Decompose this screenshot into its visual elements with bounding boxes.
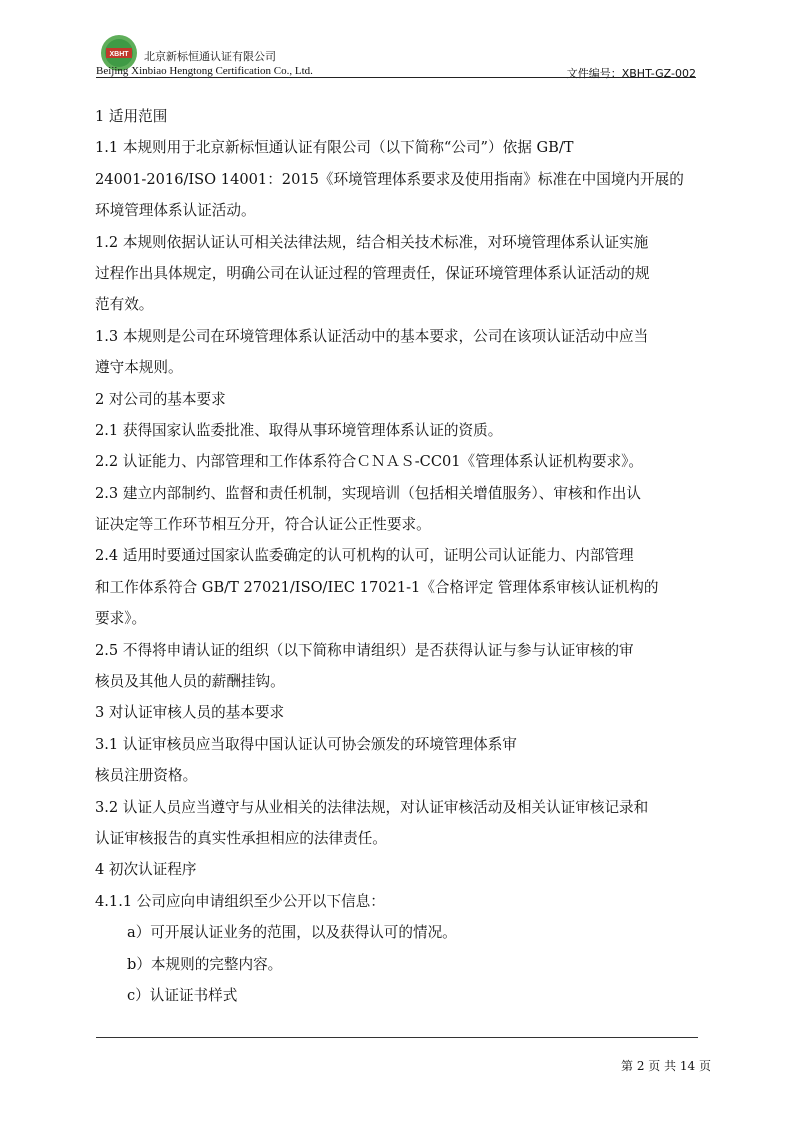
body-line: 核员及其他人员的薪酬挂钩。 xyxy=(95,673,285,691)
body-line: 2.4 适用时要通过国家认监委确定的认可机构的认可，证明公司认证能力、内部管理 xyxy=(95,547,634,565)
body-line: b）本规则的完整内容。 xyxy=(127,955,283,973)
page-number: 第 2 页 共 14 页 xyxy=(621,1059,711,1073)
body-line: 3 对认证审核人员的基本要求 xyxy=(95,704,285,722)
body-line: 遵守本规则。 xyxy=(95,359,183,377)
body-line: 1.3 本规则是公司在环境管理体系认证活动中的基本要求，公司在该项认证活动中应当 xyxy=(95,327,649,345)
body-line: 和工作体系符合 GB/T 27021/ISO/IEC 17021-1《合格评定 管理体系审核认证机构的 xyxy=(95,578,659,596)
body-line: 4.1.1 公司应向申请组织至少公开以下信息： xyxy=(95,892,385,910)
body-line: 1.1 本规则用于北京新标恒通认证有限公司（以下简称“公司”）依据 GB/T xyxy=(95,139,574,157)
document-number: 文件编号：XBHT-GZ-002 xyxy=(566,67,696,80)
body-line: 3.2 认证人员应当遵守与从业相关的法律法规，对认证审核活动及相关认证审核记录和 xyxy=(95,798,649,816)
company-name-cn: 北京新标恒通认证有限公司 xyxy=(144,50,276,63)
body-line: 3.1 认证审核员应当取得中国认证认可协会颁发的环境管理体系审 xyxy=(95,735,517,753)
body-line: 1 适用范围 xyxy=(95,108,168,125)
page-header xyxy=(96,34,696,78)
body-line: 4 初次认证程序 xyxy=(95,861,197,879)
body-line: a）可开展认证业务的范围，以及获得认可的情况。 xyxy=(127,924,457,942)
body-line: 24001-2016/ISO 14001：2015《环境管理体系要求及使用指南》标准在中国境内开展的 xyxy=(95,170,684,188)
body-line: 2.2 认证能力、内部管理和工作体系符合ＣＮＡＳ-CC01《管理体系认证机构要求》。 xyxy=(95,453,643,471)
logo-text: XBHT xyxy=(109,51,129,58)
body-line: 2 对公司的基本要求 xyxy=(95,390,226,408)
body-line: 认证审核报告的真实性承担相应的法律责任。 xyxy=(95,829,387,847)
body-line: 2.3 建立内部制约、监督和责任机制，实现培训（包括相关增值服务）、审核和作出认 xyxy=(95,484,641,502)
body-line: 2.1 获得国家认监委批准、取得从事环境管理体系认证的资质。 xyxy=(95,421,503,439)
body-line: 2.5 不得将申请认证的组织（以下简称申请组织）是否获得认证与参与认证审核的审 xyxy=(95,641,634,659)
body-line: 环境管理体系认证活动。 xyxy=(95,202,256,220)
document-body xyxy=(95,101,705,1011)
footer-divider xyxy=(96,1037,698,1038)
body-line: c）认证证书样式 xyxy=(127,986,238,1004)
company-name-en: Beijing Xinbiao Hengtong Certification Co., Ltd. xyxy=(96,65,313,77)
body-line: 证决定等工作环节相互分开，符合认证公正性要求。 xyxy=(95,516,431,534)
body-line: 核员注册资格。 xyxy=(95,767,198,785)
body-line: 要求》。 xyxy=(95,610,147,628)
body-line: 范有效。 xyxy=(95,296,154,314)
body-line: 1.2 本规则依据认证认可相关法律法规，结合相关技术标准，对环境管理体系认证实施 xyxy=(95,233,649,251)
header-divider xyxy=(96,77,696,78)
body-line: 过程作出具体规定，明确公司在认证过程的管理责任，保证环境管理体系认证活动的规 xyxy=(95,264,650,282)
